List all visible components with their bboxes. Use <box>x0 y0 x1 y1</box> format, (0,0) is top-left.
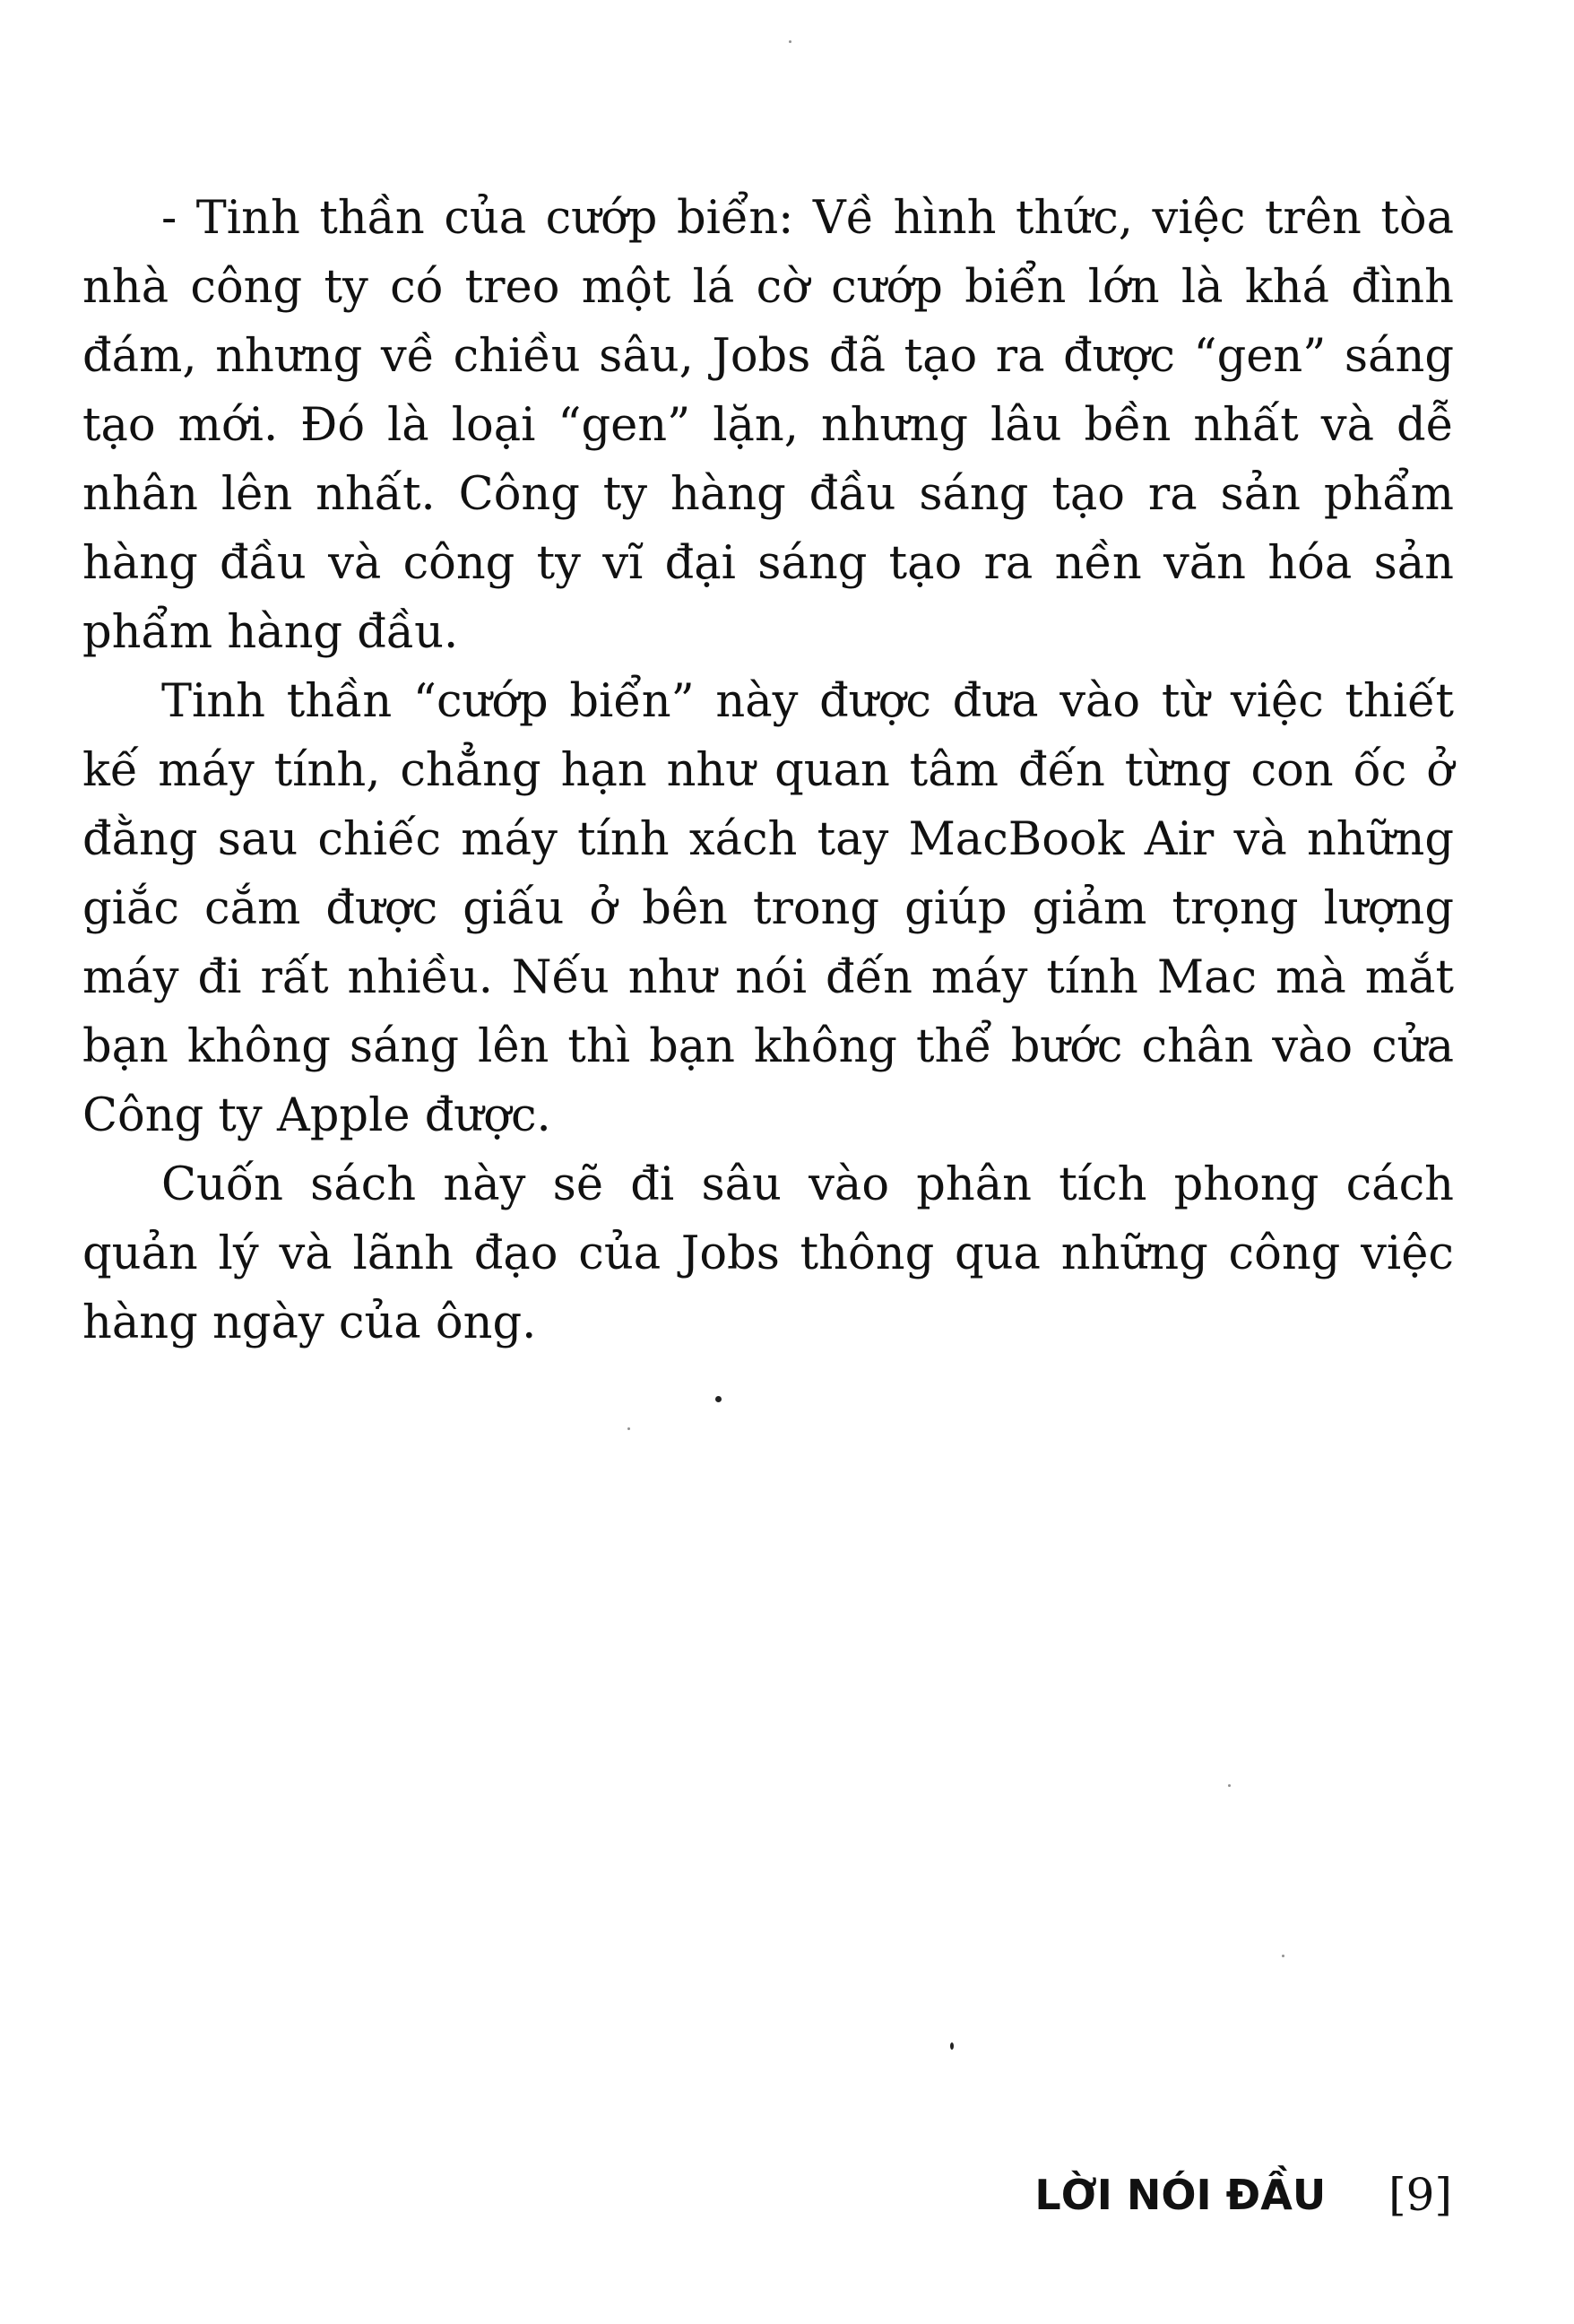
scan-speck <box>627 1427 630 1430</box>
scan-speck <box>715 1396 722 1402</box>
body-text <box>82 184 1454 1357</box>
scan-speck <box>950 2042 954 2050</box>
paragraph-1: - Tinh thần của cướp biển: Về hình thức, việc trên tòa nhà công ty có treo một lá cờ cướp biển lớn là khá đình đám, nhưng về chiều sâu, Jobs đã tạo ra được “gen” sáng tạo mới. Đó là loại “gen” lặn, nhưng lâu bền nhất và dễ nhân lên nhất. Công ty hàng đầu sáng tạo ra sản phẩm hàng đầu và công ty vĩ đại sáng tạo ra nền văn hóa sản phẩm hàng đầu. <box>82 192 1454 659</box>
scan-speck <box>789 40 791 43</box>
scan-speck <box>1282 1955 1284 1957</box>
running-chapter-title: LỜI NÓI ĐẦU <box>1034 2171 1327 2219</box>
page-number: [9] <box>1388 2169 1452 2221</box>
page-footer <box>1022 2159 1452 2231</box>
scan-speck <box>1228 1784 1231 1787</box>
paragraph-3: Cuốn sách này sẽ đi sâu vào phân tích phong cách quản lý và lãnh đạo của Jobs thông qua những công việc hàng ngày của ông. <box>82 1158 1454 1349</box>
paragraph-2: Tinh thần “cướp biển” này được đưa vào từ việc thiết kế máy tính, chẳng hạn như quan tâm đến từng con ốc ở đằng sau chiếc máy tính xách tay MacBook Air và những giắc cắm được giấu ở bên trong giúp giảm trọng lượng máy đi rất nhiều. Nếu như nói đến máy tính Mac mà mắt bạn không sáng lên thì bạn không thể bước chân vào cửa Công ty Apple được. <box>82 675 1454 1142</box>
